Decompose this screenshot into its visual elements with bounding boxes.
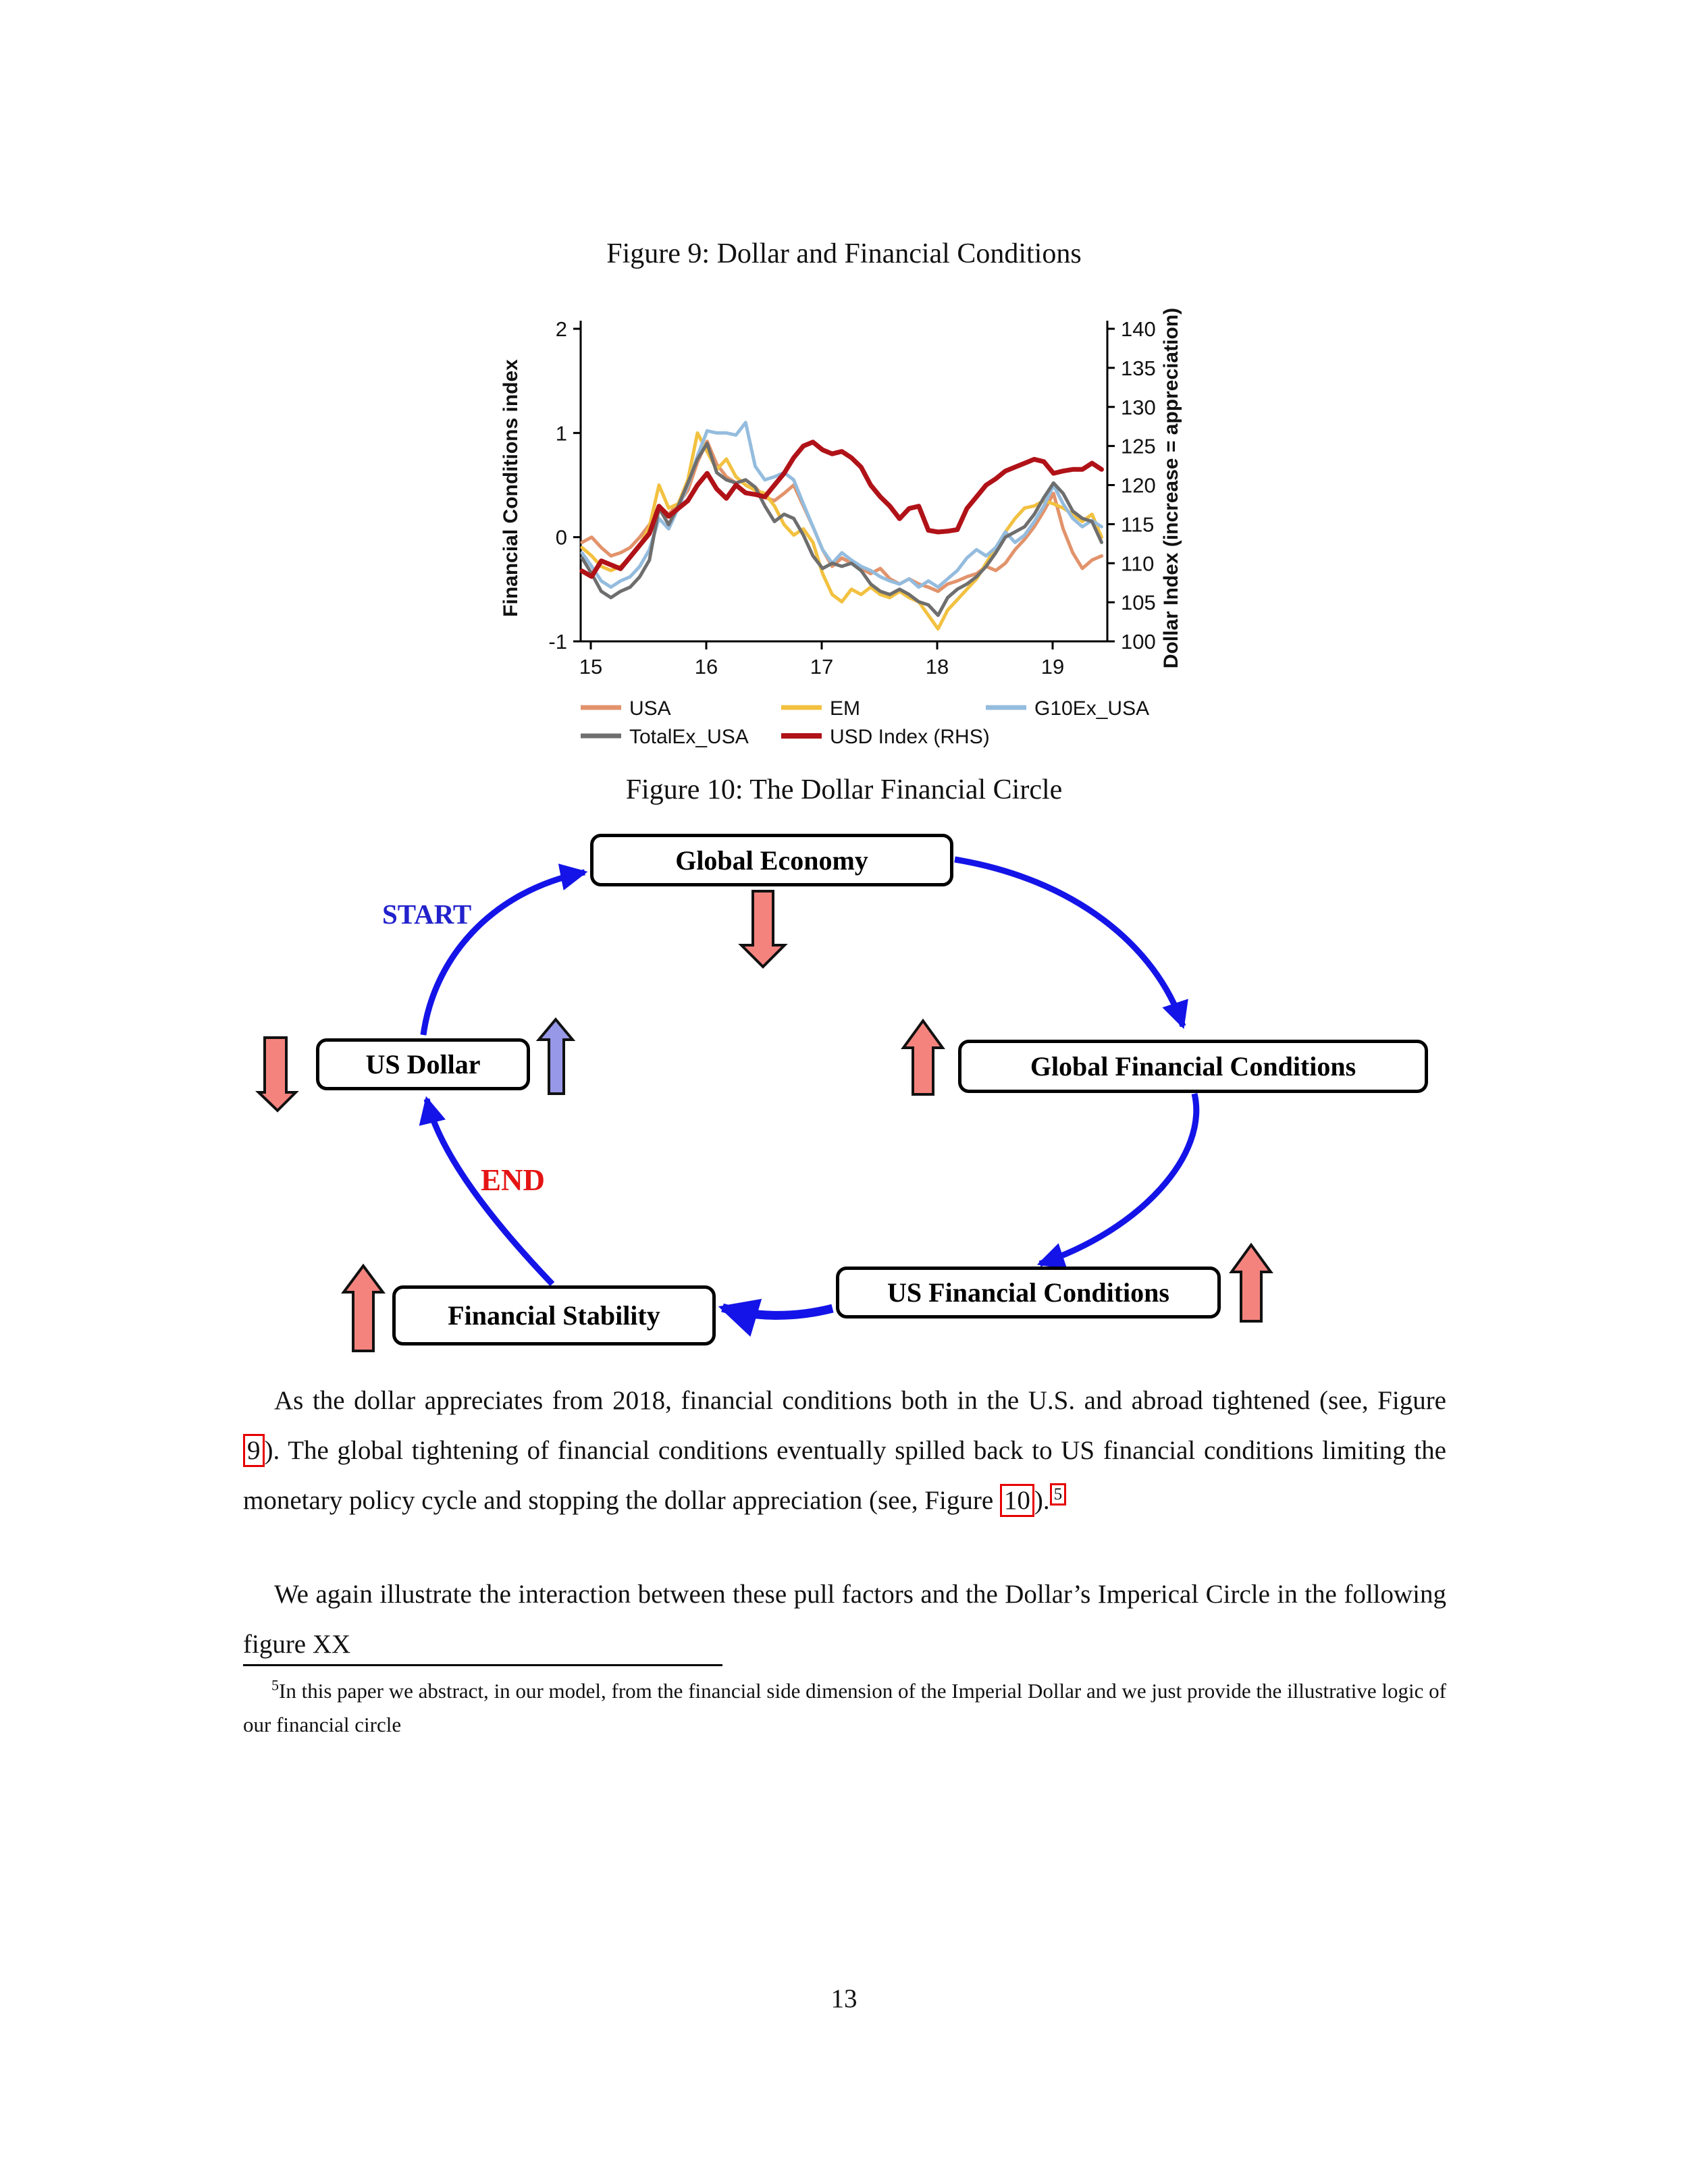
fci-dollar-chart — [486, 297, 1229, 756]
svg-text:115: 115 — [1121, 512, 1155, 537]
legend-label-USD Index (RHS): USD Index (RHS) — [830, 726, 990, 748]
svg-text:105: 105 — [1121, 591, 1156, 615]
up-arrow-us-financial-conditions-icon — [1232, 1245, 1271, 1321]
svg-text:100: 100 — [1121, 630, 1156, 654]
figure10-caption: Figure 10: The Dollar Financial Circle — [625, 774, 1063, 805]
end-label: END — [481, 1163, 546, 1197]
arrow-global-economy-to-global-financial-conditions — [955, 859, 1183, 1026]
start-label: START — [382, 899, 472, 930]
node-us-dollar: US Dollar — [316, 1038, 530, 1090]
arrow-global-financial-conditions-to-us-financial-conditions — [1040, 1094, 1196, 1264]
figure9-ref[interactable]: 9 — [243, 1434, 265, 1467]
node-global-economy: Global Economy — [590, 834, 953, 886]
left-axis-title: Financial Conditions index — [500, 359, 522, 617]
up-arrow-financial-stability-icon — [344, 1266, 383, 1351]
figure10-ref[interactable]: 10 — [1000, 1484, 1034, 1517]
svg-text:17: 17 — [810, 655, 834, 678]
paragraph-1: As the dollar appreciates from 2018, financial conditions both in the U.S. and abroad tightened (see, Figure 9 ). The global tightening of financial conditions eventually spilled back to US financial conditions limiting the monetary policy cycle and stopping the dollar appreciation (see, Figure 10 ). $^5$ — [243, 1376, 1446, 1526]
svg-text:1: 1 — [555, 421, 567, 446]
svg-text:140: 140 — [1121, 317, 1156, 341]
footnote-rule — [243, 1664, 722, 1666]
page-number: 13 — [830, 1984, 858, 2013]
svg-text:120: 120 — [1121, 473, 1156, 498]
svg-text:15: 15 — [579, 655, 603, 678]
paragraph-2: We again illustrate the interaction between these pull factors and the Dollar’s Imperical Circle in the following figure XX — [243, 1580, 1446, 1659]
node-global-financial-conditions: Global Financial Conditions — [958, 1040, 1428, 1093]
footnote-5-ref[interactable]: 5 — [1050, 1483, 1067, 1506]
legend-label-TotalEx_USA: TotalEx_USA — [629, 726, 749, 748]
svg-text:16: 16 — [694, 655, 718, 678]
arrow-us-dollar-to-global-economy — [423, 872, 585, 1035]
svg-text:0: 0 — [555, 525, 567, 550]
svg-text:2: 2 — [555, 317, 567, 341]
legend-label-EM: EM — [830, 697, 860, 720]
up-arrow-global-financial-conditions-icon — [903, 1021, 943, 1094]
up-arrow-us-dollar-icon — [539, 1019, 573, 1094]
node-financial-stability: Financial Stability — [392, 1285, 716, 1346]
svg-text:-1: -1 — [548, 630, 567, 654]
down-arrow-global-economy-icon — [741, 891, 785, 967]
legend-label-G10Ex_USA: G10Ex_USA — [1034, 697, 1150, 720]
svg-text:135: 135 — [1121, 356, 1156, 380]
arrow-us-financial-conditions-to-financial-stability — [722, 1308, 833, 1315]
svg-text:130: 130 — [1121, 395, 1156, 419]
legend-label-USA: USA — [629, 697, 671, 720]
footnote: $^5$In this paper we abstract, in our model, from the financial side dimension of the Imperial Dollar and we just provide the illustrative logic of our financial circle — [243, 1676, 1446, 1736]
down-arrow-us-dollar-icon — [259, 1038, 296, 1111]
footnote-mark: 5 — [271, 1676, 279, 1694]
svg-text:19: 19 — [1040, 655, 1065, 678]
right-axis-title: Dollar Index (increase = appreciation) — [1160, 307, 1182, 669]
figure9-caption: Figure 9: Dollar and Financial Conditions — [606, 238, 1082, 269]
svg-text:18: 18 — [925, 655, 949, 678]
series-line-TotalEx_USA — [582, 444, 1102, 616]
svg-text:110: 110 — [1121, 552, 1155, 576]
svg-text:125: 125 — [1121, 434, 1156, 458]
node-us-financial-conditions: US Financial Conditions — [836, 1267, 1221, 1319]
